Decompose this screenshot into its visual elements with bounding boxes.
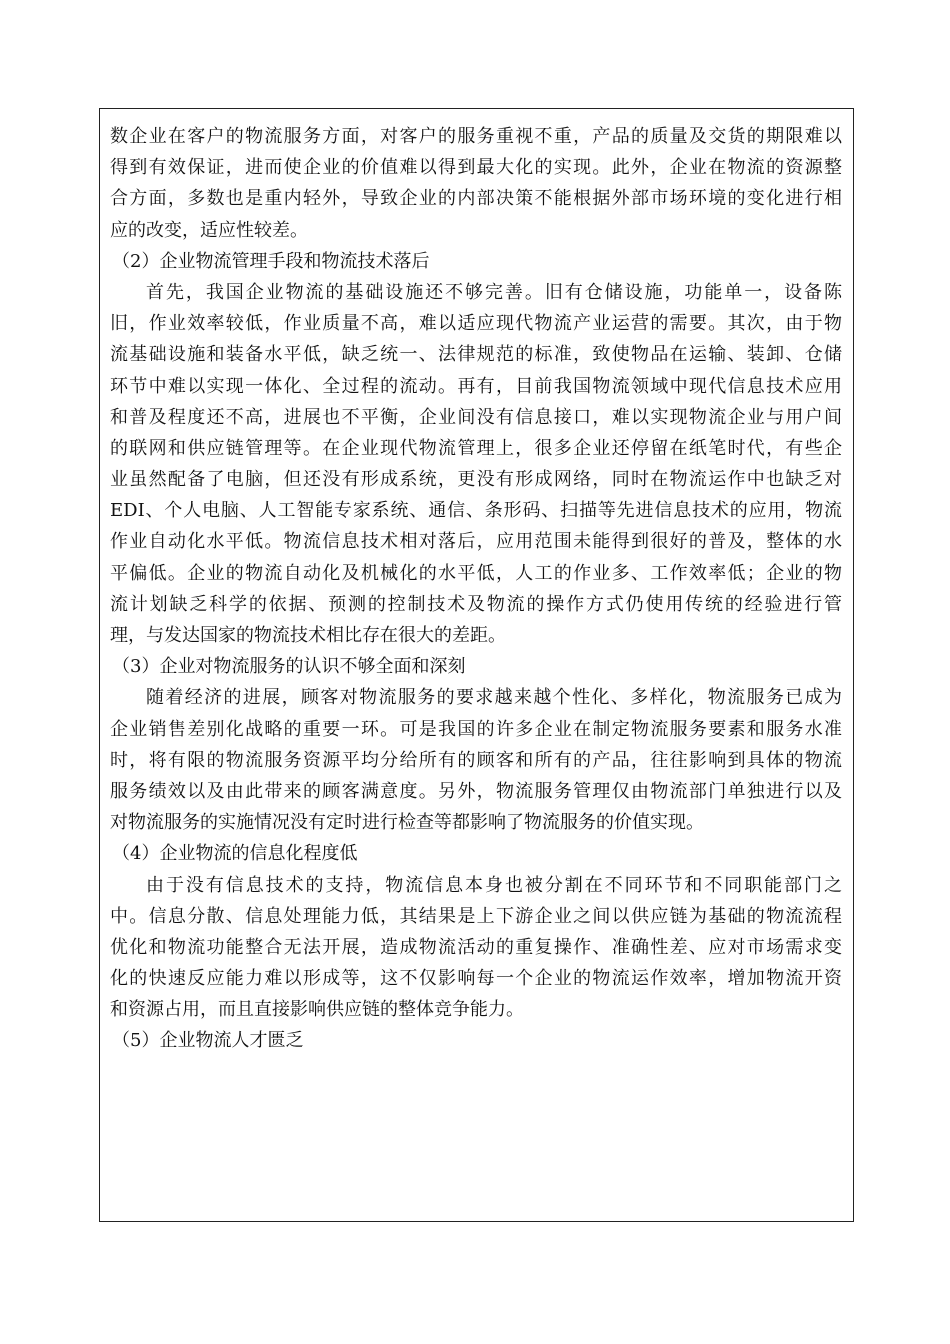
text-line: 环节中难以实现一体化、全过程的流动。再有，目前我国物流领域中现代信息技术应用	[110, 375, 842, 397]
text-line: 由于没有信息技术的支持，物流信息本身也被分割在不同环节和不同职能部门之	[146, 874, 842, 896]
text-line: 合方面，多数也是重内轻外，导致企业的内部决策不能根据外部市场环境的变化进行相	[110, 188, 842, 210]
text-line: 的联网和供应链管理等。在企业现代物流管理上，很多企业还停留在纸笔时代，有些企	[110, 437, 842, 459]
text-line: 旧，作业效率较低，作业质量不高，难以适应现代物流产业运营的需要。其次，由于物	[110, 313, 842, 335]
section-heading: （4）企业物流的信息化程度低	[112, 843, 358, 865]
document-body	[110, 121, 842, 1057]
text-line: 和资源占用，而且直接影响供应链的整体竞争能力。	[110, 999, 524, 1021]
text-line: EDI、个人电脑、人工智能专家系统、通信、条形码、扫描等先进信息技术的应用，物流	[110, 500, 842, 522]
text-line: 流基础设施和装备水平低，缺乏统一、法律规范的标准，致使物品在运输、装卸、仓储	[110, 344, 842, 366]
text-line: 得到有效保证，进而使企业的价值难以得到最大化的实现。此外，企业在物流的资源整	[110, 157, 842, 179]
document-table-cell	[99, 108, 854, 1222]
text-line: 随着经济的进展，顾客对物流服务的要求越来越个性化、多样化，物流服务已成为	[146, 687, 842, 709]
text-line: 优化和物流功能整合无法开展，造成物流活动的重复操作、准确性差、应对市场需求变	[110, 936, 842, 958]
text-line: 作业自动化水平低。物流信息技术相对落后，应用范围未能得到很好的普及，整体的水	[110, 531, 842, 553]
section-heading: （2）企业物流管理手段和物流技术落后	[112, 250, 430, 272]
text-line: 中。信息分散、信息处理能力低，其结果是上下游企业之间以供应链为基础的物流流程	[110, 905, 842, 927]
text-line: 应的改变，适应性较差。	[110, 219, 308, 241]
text-line: 平偏低。企业的物流自动化及机械化的水平低，人工的作业多、工作效率低；企业的物	[110, 562, 842, 584]
text-line: 化的快速反应能力难以形成等，这不仅影响每一个企业的物流运作效率，增加物流开资	[110, 968, 842, 990]
text-line: 理，与发达国家的物流技术相比存在很大的差距。	[110, 625, 506, 646]
text-line: 和普及程度还不高，进展也不平衡，企业间没有信息接口，难以实现物流企业与用户间	[110, 406, 842, 428]
text-line: 首先，我国企业物流的基础设施还不够完善。旧有仓储设施，功能单一，设备陈	[146, 281, 842, 303]
text-line: 业虽然配备了电脑，但还没有形成系统，更没有形成网络，同时在物流运作中也缺乏对	[110, 469, 842, 491]
text-line: 对物流服务的实施情况没有定时进行检查等都影响了物流服务的价值实现。	[110, 812, 704, 834]
text-line: 流计划缺乏科学的依据、预测的控制技术及物流的操作方式仍使用传统的经验进行管	[110, 593, 842, 615]
text-line: 服务绩效以及由此带来的顾客满意度。另外，物流服务管理仅由物流部门单独进行以及	[110, 780, 842, 802]
section-heading: （5）企业物流人才匮乏	[112, 1030, 304, 1052]
text-line: 企业销售差别化战略的重要一环。可是我国的许多企业在制定物流服务要素和服务水准	[110, 718, 842, 740]
section-heading: （3）企业对物流服务的认识不够全面和深刻	[112, 656, 466, 678]
text-line: 数企业在客户的物流服务方面，对客户的服务重视不重，产品的质量及交货的期限难以	[110, 126, 842, 147]
text-line: 时，将有限的物流服务资源平均分给所有的顾客和所有的产品，往往影响到具体的物流	[110, 749, 842, 771]
